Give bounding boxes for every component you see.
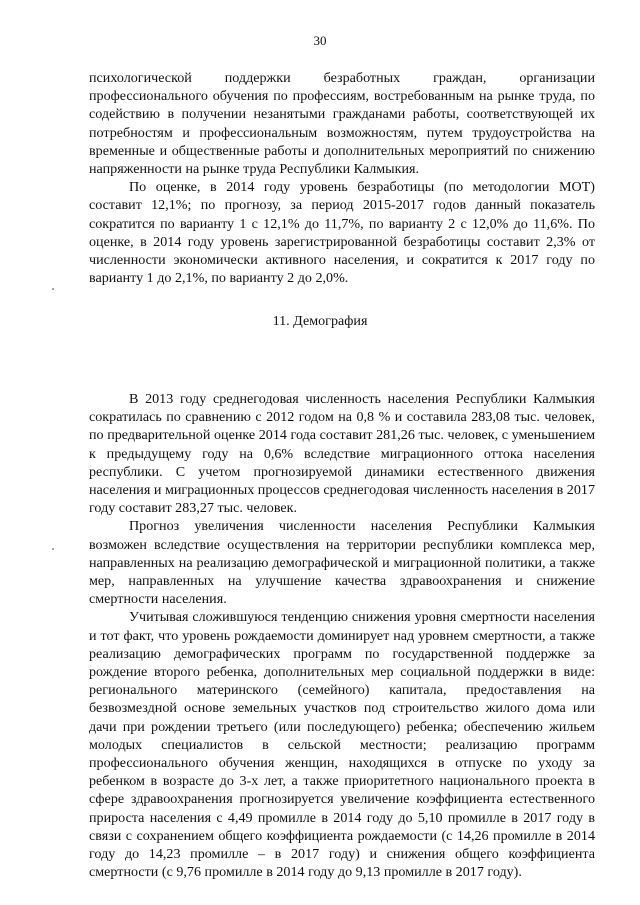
paragraph-continuation: психологической поддержки безработных граждан, организации профессионального обучения по профессиям, востребованным на рынке труда, по содействию в получении незанятыми гражданами работы, соответствующей их потребностям и профессиональным возможностям, путем трудоустройства на временные и общественные работы и дополнительных мероприятий по снижению напряженности на рынке труда Республики Калмыкия. (89, 70, 595, 178)
demography-text-block (89, 390, 595, 881)
paragraph-population-growth-forecast: Прогноз увеличения численности населения Республики Калмыкия возможен вследствие осуществления на территории республики комплекса мер, направленных на реализацию демографической и миграционной политики, а также мер, направленных на улучшение качества здравоохранения и снижение смертности населения. (89, 518, 595, 608)
scan-speck (52, 288, 54, 290)
section-heading-demography: 11. Демография (272, 313, 368, 329)
page-number: 30 (313, 33, 327, 48)
paragraph-natural-increase-forecast: Учитывая сложившуюся тенденцию снижения уровня смертности населения и тот факт, что уровень рождаемости доминирует над уровнем смертности, а также реализацию демографических программ по государственной поддержке за рождение второго ребенка, дополнительных мер социальной поддержки в виде: регионального материнского (семейного) капитала, предоставления на безвозмездной основе земельных участков под строительство жилого дома или дачи при рождении третьего (или последующего) ребенка; обеспечению жильем молодых специалистов в сельской местности; реализацию программ профессионального обучения женщин, находящихся в отпуске по уходу за ребенком в возрасте до 3-х лет, а также приоритетного национального проекта в сфере здравоохранения прогнозируется увеличение коэффициента естественного прироста населения с 4,49 промилле в 2014 году до 5,10 промилле в 2017 году в связи с сохранением общего коэффициента рождаемости (с 14,26 промилле в 2014 году до 14,23 промилле – в 2017 году) и снижения общего коэффициента смертности (с 9,76 промилле в 2014 году до 9,13 промилле в 2017 году). (89, 609, 595, 881)
paragraph-unemployment-forecast: По оценке, в 2014 году уровень безработицы (по методологии МОТ) составит 12,1%; по прогнозу, за период 2015-2017 годов данный показатель сократится по варианту 1 с 12,1% до 11,7%, по варианту 2 с 12,0% до 11,6%. По оценке, в 2014 году уровень зарегистрированной безработицы составит 2,3% от численности экономически активного населения, и сократится к 2017 году по варианту 1 до 2,1%, по варианту 2 до 2,0%. (89, 179, 595, 287)
intro-text-block (89, 69, 595, 287)
paragraph-population-estimate: В 2013 году среднегодовая численность населения Республики Калмыкия сократилась по сравнению с 2012 годом на 0,8 % и составила 283,08 тыс. человек, по предварительной оценке 2014 года составит 281,26 тыс. человек, с уменьшением к предыдущему году на 0,6% вследствие миграционного оттока населения республики. С учетом прогнозируемой динамики естественного движения населения и миграционных процессов среднегодовая численность населения в 2017 году составит 283,27 тыс. человек. (89, 391, 595, 517)
scan-speck (52, 548, 54, 550)
